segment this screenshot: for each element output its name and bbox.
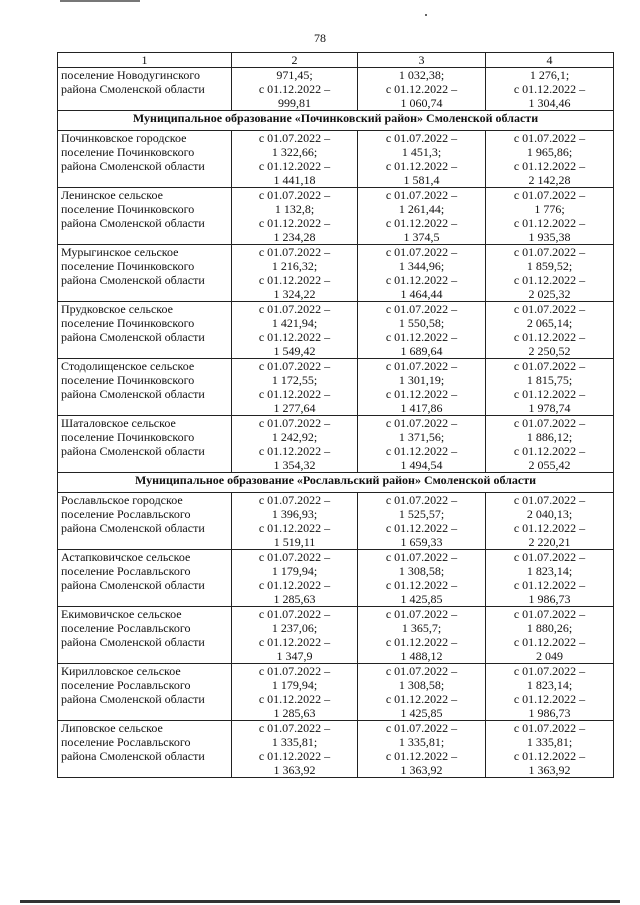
tariff-cell-col3 [358,245,486,302]
tariff-value-line: с 01.12.2022 – [385,578,458,592]
tariff-value-line: 1 425,85 [400,706,443,720]
tariff-value-line: 1 335,81; [398,735,445,749]
settlement-name-cell [58,302,232,359]
tariff-value-line: с 01.07.2022 – [513,607,586,621]
tariff-value-line: с 01.07.2022 – [385,493,458,507]
tariff-value-line: с 01.12.2022 – [385,82,458,96]
settlement-name-line: Кирилловское сельское [61,664,181,678]
settlement-name-line: поселение Рославльского [61,678,191,692]
tariff-value-line: 1 451,3; [401,145,442,159]
tariff-value-line: 1 324,22 [273,287,316,301]
column-header-2: 2 [232,53,358,68]
tariff-value-line: 1 776; [534,202,565,216]
tariff-value-line: с 01.12.2022 – [513,521,586,535]
settlement-name-cell [58,607,232,664]
tariff-value-line: 1 335,81; [271,735,318,749]
settlement-name-line: поселение Починковского [61,259,195,273]
settlement-name-cell [58,550,232,607]
tariff-value-line: 1 659,33 [400,535,443,549]
settlement-name-line: поселение Рославльского [61,564,191,578]
tariff-value-line: с 01.12.2022 – [513,216,586,230]
tariff-value-line: с 01.07.2022 – [513,188,586,202]
tariff-value-line: с 01.12.2022 – [385,692,458,706]
tariff-cell-col4 [486,68,614,111]
tariff-value-line: 1 441,18 [273,173,316,187]
tariff-value-line: с 01.07.2022 – [258,245,331,259]
tariff-value-line: 1 396,93; [271,507,318,521]
tariff-value-line: с 01.12.2022 – [258,692,331,706]
tariff-value-line: 1 242,92; [271,430,318,444]
settlement-name-line: района Смоленской области [61,387,205,401]
tariff-value-line: 1 494,54 [400,458,443,472]
tariff-value-line: 1 464,44 [400,287,443,301]
settlement-name-line: района Смоленской области [61,216,205,230]
scan-artifact-top [60,0,140,2]
tariff-value-line: с 01.07.2022 – [258,664,331,678]
tariff-value-line: с 01.12.2022 – [513,273,586,287]
settlement-name-line: поселение Починковского [61,145,195,159]
section-title: Муниципальное образование «Рославльский район» Смоленской области [58,473,614,493]
settlement-name-line: района Смоленской области [61,692,205,706]
tariff-value-line: 1 032,38; [398,68,445,82]
tariff-value-line: с 01.12.2022 – [513,635,586,649]
tariff-value-line: 1 488,12 [400,649,443,663]
tariff-cell-col2 [232,188,358,245]
tariff-value-line: с 01.07.2022 – [513,550,586,564]
tariff-value-line: с 01.07.2022 – [513,302,586,316]
tariff-value-line: с 01.07.2022 – [385,302,458,316]
tariff-value-line: с 01.07.2022 – [258,131,331,145]
tariff-value-line: 1 965,86; [526,145,573,159]
tariff-cell-col2 [232,550,358,607]
settlement-name-line: поселение Починковского [61,430,195,444]
tariff-value-line: 1 216,32; [271,259,318,273]
settlement-name-line: поселение Новодугинского [61,68,200,82]
tariff-value-line: с 01.12.2022 – [258,578,331,592]
tariff-value-line: с 01.07.2022 – [258,721,331,735]
tariff-value-line: 1 525,57; [398,507,445,521]
tariff-value-line: с 01.12.2022 – [385,635,458,649]
settlement-name-line: района Смоленской области [61,578,205,592]
column-header-1: 1 [58,53,232,68]
tariff-cell-col2 [232,493,358,550]
tariff-value-line: 1 179,94; [271,678,318,692]
tariff-cell-col2 [232,245,358,302]
tariff-value-line: с 01.12.2022 – [258,521,331,535]
tariff-cell-col3 [358,68,486,111]
table-row [58,188,614,245]
page-number: 78 [314,31,326,45]
tariff-value-line: 1 347,9 [276,649,313,663]
settlement-name-line: района Смоленской области [61,82,205,96]
tariff-value-line: с 01.07.2022 – [513,359,586,373]
tariff-value-line: 1 421,94; [271,316,318,330]
table-row [58,664,614,721]
tariff-value-line: с 01.12.2022 – [258,159,331,173]
tariff-value-line: с 01.07.2022 – [385,607,458,621]
settlement-name-cell [58,188,232,245]
settlement-name-line: района Смоленской области [61,749,205,763]
tariff-value-line: с 01.07.2022 – [513,721,586,735]
tariff-value-line: 1 179,94; [271,564,318,578]
tariff-value-line: с 01.07.2022 – [385,550,458,564]
tariff-value-line: 1 859,52; [526,259,573,273]
tariff-value-line: 1 261,44; [398,202,445,216]
settlement-name-line: поселение Рославльского [61,621,191,635]
tariff-value-line: с 01.12.2022 – [513,444,586,458]
tariff-value-line: 1 301,19; [398,373,445,387]
settlement-name-line: поселение Рославльского [61,507,191,521]
tariff-value-line: 1 234,28 [273,230,316,244]
tariff-value-line: 1 823,14; [526,678,573,692]
tariff-value-line: с 01.07.2022 – [258,493,331,507]
settlement-name-line: Ленинское сельское [61,188,163,202]
tariff-cell-col4 [486,550,614,607]
tariff-cell-col2 [232,302,358,359]
tariff-value-line: с 01.07.2022 – [385,245,458,259]
settlement-name-line: Стодолищенское сельское [61,359,195,373]
table-row [58,550,614,607]
settlement-name-line: района Смоленской области [61,273,205,287]
tariff-value-line: с 01.12.2022 – [385,521,458,535]
tariff-value-line: с 01.12.2022 – [513,578,586,592]
settlement-name-line: района Смоленской области [61,330,205,344]
tariff-value-line: с 01.12.2022 – [385,387,458,401]
tariff-cell-col3 [358,493,486,550]
tariff-value-line: 1 285,63 [273,706,316,720]
tariff-cell-col4 [486,416,614,473]
tariff-cell-col3 [358,607,486,664]
tariff-value-line: с 01.12.2022 – [513,159,586,173]
tariff-cell-col2 [232,721,358,778]
tariff-value-line: 1 172,55; [271,373,318,387]
table-row [58,493,614,550]
tariff-value-line: 2 025,32 [528,287,571,301]
tariff-cell-col4 [486,131,614,188]
tariff-value-line: с 01.07.2022 – [258,188,331,202]
tariff-value-line: 999,81 [278,96,311,110]
tariff-cell-col2 [232,68,358,111]
tariff-value-line: 1 417,86 [400,401,443,415]
tariff-value-line: 1 815,75; [526,373,573,387]
tariff-value-line: с 01.12.2022 – [513,82,586,96]
tariff-value-line: с 01.07.2022 – [258,607,331,621]
tariff-value-line: 1 374,5 [403,230,440,244]
tariff-value-line: 1 322,66; [271,145,318,159]
tariff-cell-col3 [358,721,486,778]
settlement-name-cell [58,721,232,778]
tariff-cell-col3 [358,550,486,607]
tariff-value-line: с 01.07.2022 – [513,131,586,145]
tariff-cell-col4 [486,359,614,416]
tariff-value-line: 1 880,26; [526,621,573,635]
tariff-value-line: с 01.12.2022 – [258,635,331,649]
settlement-name-cell [58,245,232,302]
tariff-cell-col4 [486,188,614,245]
settlement-name-line: Рославльское городское [61,493,183,507]
tariff-value-line: 1 277,64 [273,401,316,415]
tariff-value-line: с 01.12.2022 – [258,216,331,230]
tariff-table [57,52,614,778]
tariff-value-line: 1 519,11 [273,535,316,549]
settlement-name-cell [58,493,232,550]
tariff-value-line: 1 276,1; [529,68,570,82]
tariff-value-line: 1 237,06; [271,621,318,635]
tariff-value-line: 1 308,58; [398,678,445,692]
tariff-value-line: 2 142,28 [528,173,571,187]
scan-artifact-bottom [20,900,620,903]
tariff-value-line: с 01.12.2022 – [258,273,331,287]
settlement-name-cell [58,664,232,721]
tariff-value-line: 1 550,58; [398,316,445,330]
tariff-value-line: с 01.12.2022 – [385,444,458,458]
table-row [58,416,614,473]
column-header-3: 3 [358,53,486,68]
settlement-name-line: Мурыгинское сельское [61,245,179,259]
tariff-value-line: 2 065,14; [526,316,573,330]
tariff-cell-col4 [486,245,614,302]
tariff-cell-col4 [486,664,614,721]
tariff-value-line: с 01.12.2022 – [513,749,586,763]
tariff-cell-col3 [358,302,486,359]
tariff-value-line: 2 055,42 [528,458,571,472]
settlement-name-line: района Смоленской области [61,444,205,458]
tariff-cell-col4 [486,302,614,359]
tariff-cell-col2 [232,664,358,721]
tariff-value-line: с 01.07.2022 – [385,664,458,678]
settlement-name-line: района Смоленской области [61,521,205,535]
tariff-value-line: с 01.07.2022 – [513,664,586,678]
settlement-name-line: Починковское городское [61,131,187,145]
tariff-value-line: 1 581,4 [403,173,440,187]
settlement-name-line: поселение Починковского [61,373,195,387]
tariff-value-line: 1 978,74 [528,401,571,415]
tariff-value-line: с 01.12.2022 – [258,444,331,458]
tariff-value-line: с 01.07.2022 – [513,416,586,430]
settlement-name-cell [58,68,232,111]
tariff-cell-col2 [232,416,358,473]
tariff-value-line: с 01.07.2022 – [258,302,331,316]
tariff-value-line: 1 986,73 [528,592,571,606]
table-row [58,359,614,416]
tariff-value-line: 2 220,21 [528,535,571,549]
tariff-value-line: 1 308,58; [398,564,445,578]
tariff-value-line: 1 886,12; [526,430,573,444]
tariff-value-line: 1 425,85 [400,592,443,606]
tariff-cell-col2 [232,359,358,416]
tariff-value-line: с 01.07.2022 – [258,550,331,564]
tariff-cell-col2 [232,607,358,664]
tariff-cell-col4 [486,493,614,550]
settlement-name-line: Липовское сельское [61,721,163,735]
header-row [58,53,614,68]
tariff-value-line: с 01.12.2022 – [385,330,458,344]
tariff-value-line: с 01.07.2022 – [385,131,458,145]
table-header [58,53,614,68]
settlement-name-line: Шаталовское сельское [61,416,176,430]
tariff-value-line: 1 986,73 [528,706,571,720]
settlement-name-line: района Смоленской области [61,159,205,173]
table-row [58,245,614,302]
settlement-name-line: поселение Рославльского [61,735,191,749]
tariff-value-line: с 01.07.2022 – [258,359,331,373]
table-row [58,131,614,188]
tariff-value-line: 1 335,81; [526,735,573,749]
tariff-value-line: с 01.12.2022 – [513,692,586,706]
tariff-cell-col3 [358,131,486,188]
tariff-value-line: с 01.12.2022 – [385,749,458,763]
settlement-name-line: Астапковичское сельское [61,550,191,564]
tariff-value-line: с 01.07.2022 – [513,245,586,259]
tariff-value-line: 1 935,38 [528,230,571,244]
settlement-name-line: поселение Починковского [61,202,195,216]
tariff-value-line: с 01.12.2022 – [385,216,458,230]
tariff-value-line: 1 363,92 [528,763,571,777]
tariff-cell-col4 [486,721,614,778]
settlement-name-line: поселение Починковского [61,316,195,330]
table-row [58,68,614,111]
tariff-cell-col3 [358,416,486,473]
tariff-value-line: 1 823,14; [526,564,573,578]
tariff-value-line: 2 250,52 [528,344,571,358]
settlement-name-line: Екимовичское сельское [61,607,182,621]
section-title: Муниципальное образование «Починковский район» Смоленской области [58,111,614,131]
tariff-value-line: 2 049 [536,649,563,663]
tariff-cell-col2 [232,131,358,188]
tariff-value-line: с 01.12.2022 – [258,330,331,344]
tariff-value-line: с 01.12.2022 – [258,82,331,96]
tariff-value-line: с 01.07.2022 – [385,416,458,430]
tariff-value-line: с 01.12.2022 – [385,159,458,173]
tariff-value-line: 1 689,64 [400,344,443,358]
tariff-value-line: 1 371,56; [398,430,445,444]
table-row [58,721,614,778]
settlement-name-cell [58,359,232,416]
settlement-name-line: района Смоленской области [61,635,205,649]
settlement-name-line: Прудковское сельское [61,302,173,316]
section-row [58,111,614,131]
settlement-name-cell [58,416,232,473]
tariff-value-line: с 01.12.2022 – [513,387,586,401]
tariff-value-line: с 01.07.2022 – [385,188,458,202]
tariff-value-line: 1 363,92 [400,763,443,777]
tariff-cell-col3 [358,188,486,245]
tariff-value-line: с 01.12.2022 – [513,330,586,344]
tariff-value-line: 1 549,42 [273,344,316,358]
tariff-value-line: 1 344,96; [398,259,445,273]
tariff-value-line: 1 132,8; [274,202,315,216]
tariff-value-line: с 01.12.2022 – [258,749,331,763]
tariff-value-line: с 01.07.2022 – [385,721,458,735]
tariff-cell-col3 [358,664,486,721]
table-row [58,302,614,359]
section-row [58,473,614,493]
tariff-value-line: 2 040,13; [526,507,573,521]
tariff-value-line: с 01.07.2022 – [513,493,586,507]
tariff-value-line: 971,45; [276,68,313,82]
table-row [58,607,614,664]
tariff-value-line: с 01.12.2022 – [385,273,458,287]
tariff-value-line: 1 365,7; [401,621,442,635]
tariff-value-line: 1 304,46 [528,96,571,110]
tariff-value-line: 1 060,74 [400,96,443,110]
tariff-cell-col4 [486,607,614,664]
tariff-value-line: 1 354,32 [273,458,316,472]
tariff-value-line: с 01.07.2022 – [385,359,458,373]
tariff-value-line: с 01.12.2022 – [258,387,331,401]
column-header-4: 4 [486,53,614,68]
scan-artifact-dot [425,14,427,16]
tariff-value-line: с 01.07.2022 – [258,416,331,430]
tariff-value-line: 1 363,92 [273,763,316,777]
tariff-value-line: 1 285,63 [273,592,316,606]
settlement-name-cell [58,131,232,188]
tariff-cell-col3 [358,359,486,416]
table-body [58,68,614,778]
